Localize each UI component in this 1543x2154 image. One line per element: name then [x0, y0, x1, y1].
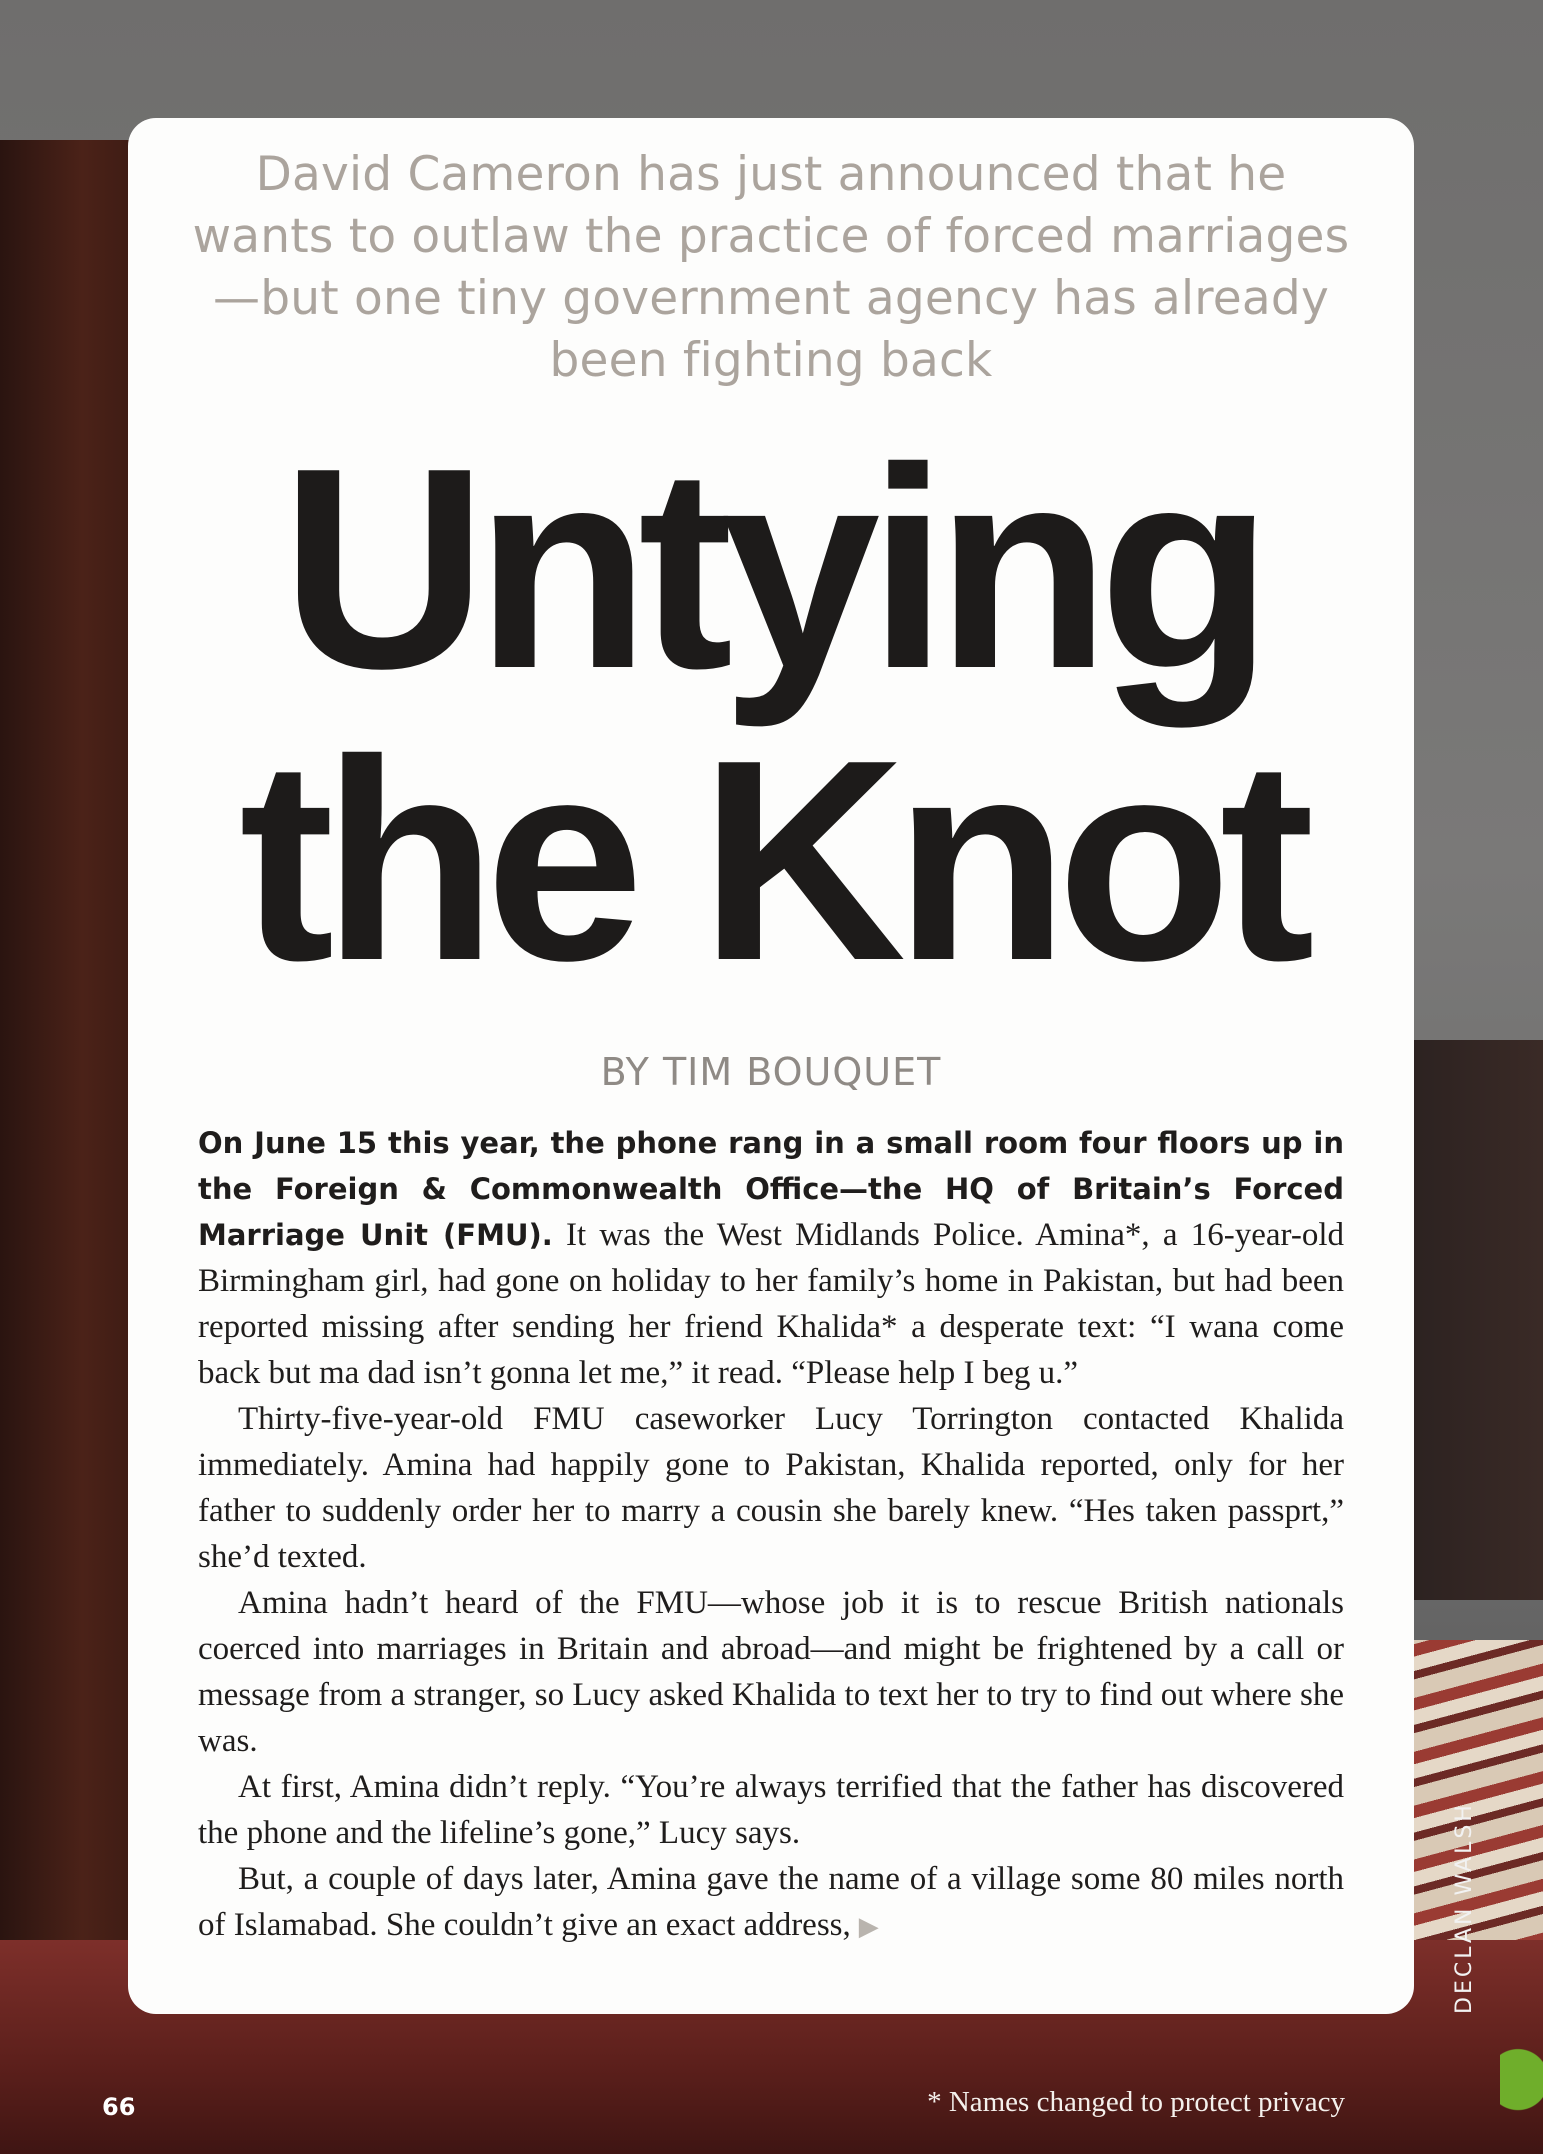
byline: BY TIM BOUQUET [600, 1050, 942, 1094]
article-card [128, 118, 1414, 2014]
headline-line-2: the Knot [239, 700, 1303, 1020]
body-paragraph-4: At first, Amina didn’t reply. “You’re always terrified that the father has discovered the phone and the lifeline’s gone,” Lucy says. [198, 1769, 1344, 1851]
lead-in: On June 15 this year, the phone rang in a small room four floors up in the Foreign & Commonwealth Office—the HQ of Britain’s Forced Marriage Unit (FMU). [198, 1126, 1344, 1252]
article-dek: David Cameron has just announced that he wants to outlaw the practice of forced marriages—but one tiny government agency has already been fighting back [192, 147, 1350, 388]
body-paragraph-5-text: But, a couple of days later, Amina gave the name of a village some 80 miles north of Islamabad. She couldn’t give an exact address, [198, 1861, 1344, 1943]
body-paragraph-3: Amina hadn’t heard of the FMU—whose job it is to rescue British nationals coerced into marriages in Britain and abroad—and might be frightened by a call or message from a stranger, so Lucy asked Khalida to text her to try to find out where she was. [198, 1585, 1345, 1759]
headline-line-1: Untying [280, 408, 1262, 728]
body-paragraph-1 [198, 1120, 1344, 1396]
body-paragraph-5 [198, 1856, 1344, 1950]
page-number: 66 [102, 2093, 136, 2121]
photo-credit [1452, 1974, 1477, 2014]
continue-arrow-icon: ▶ [858, 1912, 879, 1941]
body-paragraph-1-text: It was the West Midlands Police. Amina*, a 16-year-old Birmingham girl, had gone on holiday to her family’s home in Pakistan, but had been reported missing after sending her friend Khalida* a desperate text: “I wana come back but ma dad isn’t gonna let me,” it read. “Please help I beg u.” [198, 1217, 1344, 1391]
article-headline [198, 408, 1344, 1020]
privacy-footnote: * Names changed to protect privacy [927, 2086, 1345, 2118]
article-body [198, 1120, 1344, 1950]
background-plant [1500, 2030, 1543, 2154]
body-paragraph-2: Thirty-five-year-old FMU caseworker Lucy Torrington contacted Khalida immediately. Amina had happily gone to Pakistan, Khalida reported, only for her father to suddenly order her to marry a cousin she barely knew. “Hes taken passprt,” she’d texted. [198, 1401, 1344, 1575]
